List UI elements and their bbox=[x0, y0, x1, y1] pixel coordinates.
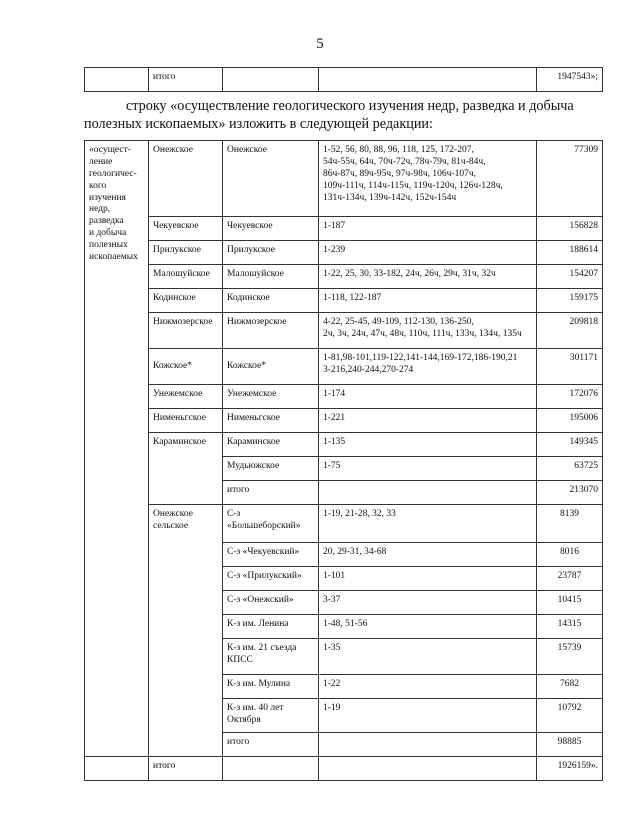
settlement-cell: Чекуевское bbox=[223, 217, 319, 241]
parcels-cell: 1-52, 56, 80, 88, 96, 118, 125, 172-207, 54ч-55ч, 64ч, 70ч-72ч, 78ч-79ч, 81ч-84ч, 86ч-87ч, 89ч-95ч, 97ч-98ч, 106ч-107ч, 109ч-111ч, 114ч-115ч, 119ч-120ч, 126ч-128ч, 131ч-134ч, 139ч-142ч, 152ч-154ч bbox=[319, 141, 537, 217]
parcels-cell: 20, 29-31, 34-68 bbox=[319, 543, 537, 567]
district-cell: Кодинское bbox=[149, 289, 223, 313]
total-value: 1926159». bbox=[537, 757, 603, 781]
value-cell: 10792 bbox=[537, 699, 603, 733]
table-row bbox=[85, 505, 603, 543]
settlement-cell: Нименьгское bbox=[223, 409, 319, 433]
parcels-cell: 1-118, 122-187 bbox=[319, 289, 537, 313]
parcels-cell: 1-221 bbox=[319, 409, 537, 433]
main-table bbox=[84, 140, 603, 781]
value-cell: 195006 bbox=[537, 409, 603, 433]
value-cell: 172076 bbox=[537, 385, 603, 409]
empty-cell bbox=[223, 757, 319, 781]
parcels-cell: 1-35 bbox=[319, 639, 537, 675]
table-row bbox=[85, 217, 603, 241]
settlement-cell: С-з «Большеборский» bbox=[223, 505, 319, 543]
district-cell: Кожское* bbox=[149, 349, 223, 385]
value-cell: 23787 bbox=[537, 567, 603, 591]
district-cell: Прилукское bbox=[149, 241, 223, 265]
settlement-cell: Малошуйское bbox=[223, 265, 319, 289]
settlement-cell: С-з «Чекуевский» bbox=[223, 543, 319, 567]
settlement-cell: Кожское* bbox=[223, 349, 319, 385]
settlement-cell: С-з «Прилукский» bbox=[223, 567, 319, 591]
table-row bbox=[85, 385, 603, 409]
value-cell: 149345 bbox=[537, 433, 603, 457]
value-cell: 77309 bbox=[537, 141, 603, 217]
settlement-cell: Мудьюжское bbox=[223, 457, 319, 481]
value-cell: 8139 bbox=[537, 505, 603, 543]
total-label: итого bbox=[149, 757, 223, 781]
value-cell: 188614 bbox=[537, 241, 603, 265]
table-row bbox=[85, 313, 603, 349]
parcels-cell bbox=[319, 733, 537, 757]
settlement-cell: К-з им. 21 съезда КПСС bbox=[223, 639, 319, 675]
parcels-cell: 4-22, 25-45, 49-109, 112-130, 136-250, 2ч, 3ч, 24ч, 47ч, 48ч, 110ч, 111ч, 133ч, 134ч, 135ч bbox=[319, 313, 537, 349]
instruction-paragraph: строку «осуществление геологического изучения недр, разведка и добыча полезных ископаемых» изложить в следующей редакции: bbox=[84, 98, 574, 132]
settlement-cell: итого bbox=[223, 481, 319, 505]
parcels-cell bbox=[319, 481, 537, 505]
parcels-cell: 1-135 bbox=[319, 433, 537, 457]
settlement-cell: К-з им. Ленина bbox=[223, 615, 319, 639]
value-cell: 156828 bbox=[537, 217, 603, 241]
district-cell: Малошуйское bbox=[149, 265, 223, 289]
parcels-cell: 1-187 bbox=[319, 217, 537, 241]
parcels-cell: 1-48, 51-56 bbox=[319, 615, 537, 639]
value-cell: 15739 bbox=[537, 639, 603, 675]
value-cell: 8016 bbox=[537, 543, 603, 567]
settlement-cell: С-з «Онежский» bbox=[223, 591, 319, 615]
page-number: 5 bbox=[316, 36, 324, 52]
settlement-cell: Онежское bbox=[223, 141, 319, 217]
value-cell: 7682 bbox=[537, 675, 603, 699]
district-cell: Караминское bbox=[149, 433, 223, 505]
district-cell: Онежское сельское bbox=[149, 505, 223, 757]
parcels-cell: 1-81,98-101,119-122,141-144,169-172,186-190,21 3-216,240-244,270-274 bbox=[319, 349, 537, 385]
settlement-cell: К-з им. Мулина bbox=[223, 675, 319, 699]
value-cell: 10415 bbox=[537, 591, 603, 615]
table-row bbox=[85, 289, 603, 313]
settlement-cell: Унежемское bbox=[223, 385, 319, 409]
settlement-cell: Кодинское bbox=[223, 289, 319, 313]
table-row bbox=[85, 241, 603, 265]
value-cell: 98885 bbox=[537, 733, 603, 757]
parcels-cell: 1-19 bbox=[319, 699, 537, 733]
value-cell: 14315 bbox=[537, 615, 603, 639]
value-cell: 301171 bbox=[537, 349, 603, 385]
top-total-value: 1947543»; bbox=[537, 68, 603, 92]
parcels-cell: 1-19, 21-28, 32, 33 bbox=[319, 505, 537, 543]
settlement-cell: Прилукское bbox=[223, 241, 319, 265]
table-row bbox=[85, 409, 603, 433]
empty-cell bbox=[85, 757, 149, 781]
settlement-cell: итого bbox=[223, 733, 319, 757]
parcels-cell: 1-239 bbox=[319, 241, 537, 265]
district-cell: Онежское bbox=[149, 141, 223, 217]
district-cell: Нименьгское bbox=[149, 409, 223, 433]
top-total-table bbox=[84, 67, 603, 92]
table-row bbox=[85, 68, 603, 92]
district-cell: Чекуевское bbox=[149, 217, 223, 241]
parcels-cell: 1-22 bbox=[319, 675, 537, 699]
activity-cell: «осущест- ление геологичес- кого изучения недр, разведка и добыча полезных ископаемых bbox=[85, 141, 149, 757]
table-row bbox=[85, 433, 603, 457]
value-cell: 213070 bbox=[537, 481, 603, 505]
table-row bbox=[85, 349, 603, 385]
settlement-cell: Караминское bbox=[223, 433, 319, 457]
district-cell: Нижмозерское bbox=[149, 313, 223, 349]
settlement-cell: Нижмозерское bbox=[223, 313, 319, 349]
district-cell: Унежемское bbox=[149, 385, 223, 409]
empty-cell bbox=[319, 757, 537, 781]
value-cell: 63725 bbox=[537, 457, 603, 481]
top-total-label: итого bbox=[149, 68, 223, 92]
parcels-cell: 1-75 bbox=[319, 457, 537, 481]
value-cell: 159175 bbox=[537, 289, 603, 313]
value-cell: 209818 bbox=[537, 313, 603, 349]
table-row bbox=[85, 757, 603, 781]
settlement-cell: К-з им. 40 лет Октября bbox=[223, 699, 319, 733]
parcels-cell: 1-22, 25, 30, 33-182, 24ч, 26ч, 29ч, 31ч, 32ч bbox=[319, 265, 537, 289]
parcels-cell: 1-174 bbox=[319, 385, 537, 409]
value-cell: 154207 bbox=[537, 265, 603, 289]
parcels-cell: 1-101 bbox=[319, 567, 537, 591]
parcels-cell: 3-37 bbox=[319, 591, 537, 615]
table-row bbox=[85, 265, 603, 289]
table-row bbox=[85, 141, 603, 217]
